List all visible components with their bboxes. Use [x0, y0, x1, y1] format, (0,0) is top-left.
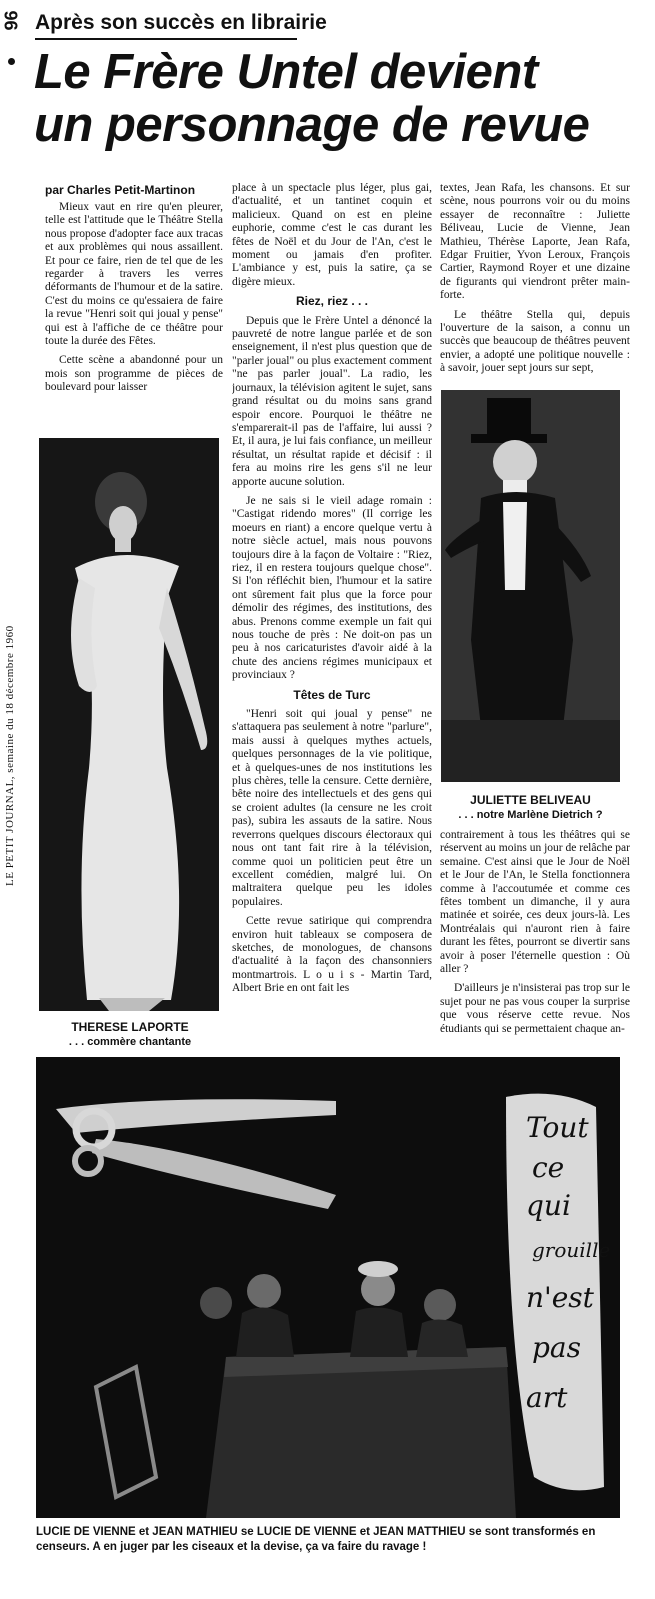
photo-stage-censors — [36, 1057, 620, 1518]
paragraph: Mieux vaut en rire qu'en pleurer, telle est l'attitude que le Théâtre Stella nous propose d'adopter face aux tracas et aux problèmes qui nous assaillent. Et pour ce faire, rien de tel que de les regarder à travers les verres déformants de l'humour et de la satire. C'est du moins ce qu'essaiera de faire la revue "Henri soit qui joual y pense" qui est à l'affiche de ce théâtre pour toute la durée des Fêtes. — [45, 201, 223, 348]
kicker: Après son succès en librairie — [35, 8, 297, 40]
paragraph: contrairement à tous les théâtres qui se réservent au moins un jour de relâche par semaine. C'est ainsi que le Jour de Noël et le Jour de l'An, le Stella fonctionnera comme à l'accoutumée et comme ces fêtes tombent un dimanche, il y aura matinée et soirée, ces deux jours-là. Les Montréalais qui n'auront rien à faire durant les fêtes, pourront se divertir sans avoir à poser l'éternelle question : Où aller ? — [440, 829, 630, 976]
banner-word: qui — [526, 1189, 571, 1222]
page-number: 96 — [1, 10, 22, 31]
paragraph: "Henri soit qui joual y pense" ne s'attaquera pas seulement à notre "parlure", mais aussi à quelques mythes actuels, quelques personnages de la vie politique, et à quelques-unes de nos institutions les plus chères, telle la censure. Cette dernière, bête noire des intellectuels et des gens qui se croient adultes (la censure ne les croit pas), subira les assauts de la satire. Nous reverrons quelques discours électoraux qui nous ont tant fait rire à la télévision, comme quoi un politicien peut être un excellent comédien, malgré lui. On maltraitera quelque peu les idoles populaires. — [232, 708, 432, 908]
stage-scene-illustration — [36, 1057, 620, 1518]
caption-role: . . . notre Marlène Dietrich ? — [458, 809, 603, 821]
article-column-1 — [45, 201, 223, 416]
paragraph: textes, Jean Rafa, les chansons. Et sur scène, nous pourrons voir ou du moins essayer de reconnaître : Juliette Béliveau, Lucie de Vienne, Jean Mathieu, Thérèse Laporte, Jean Rafa, Edgar Fruitier, Yvon Leroux, François Cartier, Raymond Royer et une dizaine de figurants qui viendront prêter main-forte. — [440, 182, 630, 302]
running-head-text: LE PETIT JOURNAL, semaine du 18 décembre 1960 — [4, 625, 16, 886]
paragraph: Depuis que le Frère Untel a dénoncé la pauvreté de notre langue parlée et de son enseignement, il n'est plus question que de "parler joual" ou plus exactement comment "ne pas parler joual". La radio, les journaux, la télévision agitent le sujet, sans grand résultat ou du moins sans grand espoir encore. Pourquoi le théâtre ne s'emparerait-il pas de l'affaire, lui aussi ? Et, il aura, je lui fais confiance, un meilleur résultat, un résultat rapide et décisif : il fera au moins rire les gens s'il ne leur apporte aucune solution. — [232, 314, 432, 488]
banner-word: Tout — [526, 1111, 589, 1144]
paragraph: Je ne sais si le vieil adage romain : "Castigat ridendo mores" (Il corrige les moeurs en riant) a encore quelque vertu à notre siècle actuel, mais nous pouvons toujours dire à la façon de Voltaire : "Riez, riez, il en restera toujours quelque chose". Si l'on réfléchit bien, l'humour et la satire ont sûrement fait plus que la force pour démolir des régimes, des institutions, des abus. Prenons comme exemple un fait qui nous touche de près : Ne doit-on pas un peu à nos caricaturistes d'avoir aidé à la chute des anciens régimes municipaux et provinciaux ? — [232, 494, 432, 682]
subheading-riez: Riez, riez . . . — [295, 294, 369, 309]
banner-word: ce — [532, 1151, 565, 1184]
actress-figure-illustration — [39, 438, 219, 1011]
banner-word: pas — [532, 1331, 581, 1364]
byline: par Charles Petit-Martinon — [45, 183, 196, 197]
paragraph: place à un spectacle plus léger, plus gai, d'actualité, et un tantinet coquin et malicieux. Quand on est en pleine euphorie, comme c'est le cas durant les fêtes de Noël et du Jour de l'An, c'est le moment ou jamais d'en profiter. L'ambiance y est, puis la satire, ça se digère mieux. — [232, 182, 432, 288]
paragraph: D'ailleurs je n'insisterai pas trop sur le sujet pour ne pas vous couper la surprise que vous réserve cette revue. Nos étudiants qui se permettaient chaque an- — [440, 982, 630, 1035]
article-column-3-top — [440, 182, 630, 382]
article-column-3-bottom — [440, 829, 630, 1045]
paragraph: Cette scène a abandonné pour un mois son programme de pièces de boulevard pour laisser — [45, 354, 223, 394]
photo-caption-beliveau — [441, 793, 620, 823]
caption-name: THERESE LAPORTE — [71, 1020, 189, 1034]
caption-name: JULIETTE BELIVEAU — [470, 793, 591, 807]
running-head — [0, 0, 24, 920]
headline-line-2: un personnage de revue — [34, 98, 590, 152]
headline-line-1: Le Frère Untel devient — [34, 45, 538, 99]
photo-caption-laporte — [40, 1020, 220, 1050]
photo-juliette-beliveau — [441, 390, 620, 782]
subheading-tetes-de-turc: Têtes de Turc — [293, 687, 371, 702]
banner-word: grouille — [532, 1238, 611, 1262]
caption-role: . . . commère chantante — [68, 1036, 192, 1048]
paragraph: Le théâtre Stella qui, depuis l'ouverture de la saison, a connu un succès que beaucoup de théâtres peuvent envier, a adopté une politique nouvelle : à savoir, jouer sept jours sur sept, — [440, 308, 630, 375]
headline — [34, 46, 644, 152]
tophat-figure-illustration — [441, 390, 620, 782]
banner-word: n'est — [526, 1281, 594, 1314]
article-column-2 — [232, 182, 432, 1044]
photo-caption-stage: LUCIE DE VIENNE et JEAN MATHIEU se LUCIE DE VIENNE et JEAN MATTHIEU se sont transformés en censeurs. A en juger par les ciseaux et la devise, ça va faire du ravage ! — [36, 1526, 596, 1553]
paragraph: Cette revue satirique qui comprendra environ huit tableaux se composera de sketches, de monologues, de chansons d'actualité à la façon des chansonniers montmartrois. L o u i s - Martin Tard, Albert Brie en ont fait les — [232, 915, 432, 995]
photo-therese-laporte — [39, 438, 219, 1011]
banner-word: art — [526, 1381, 568, 1414]
